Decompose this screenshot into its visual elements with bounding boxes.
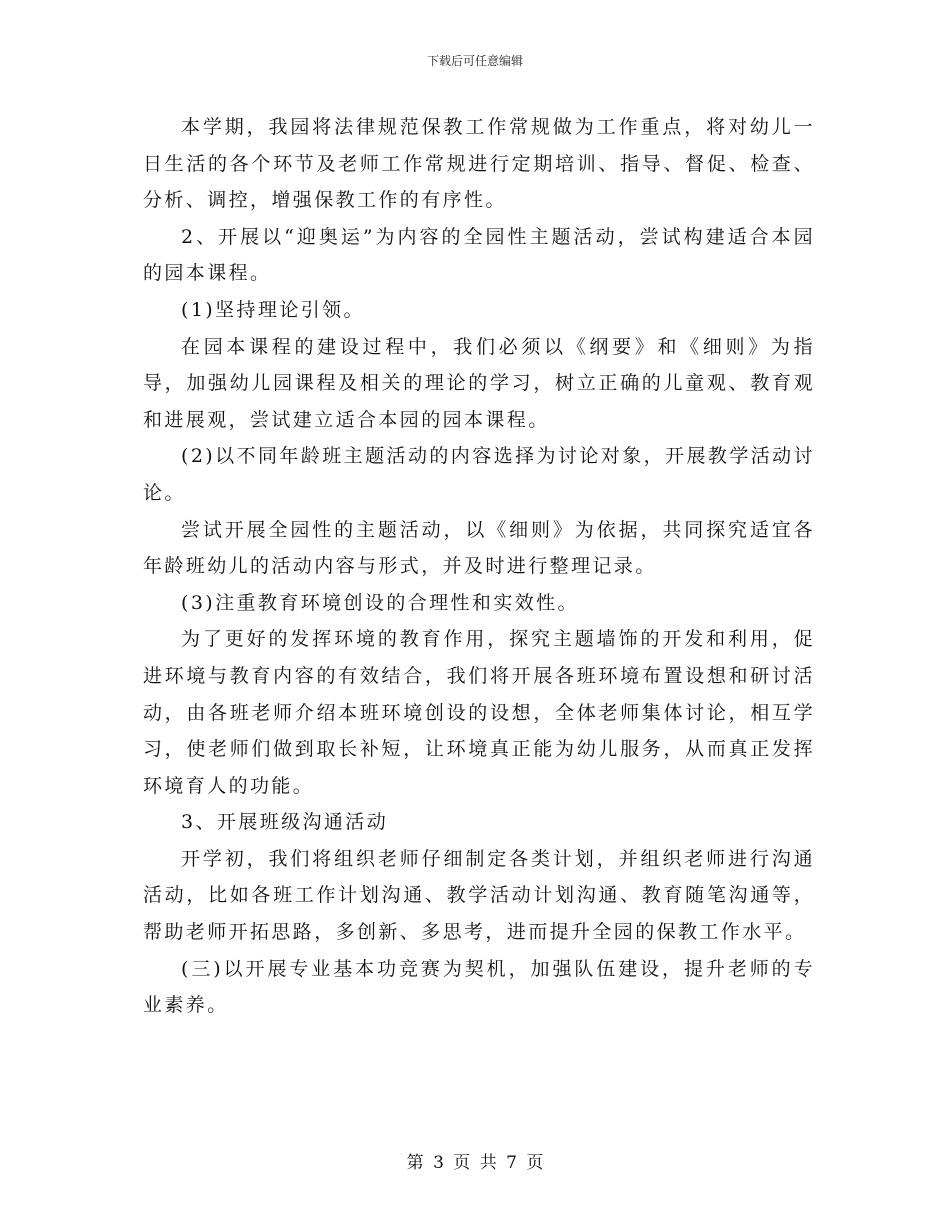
paragraph: 本学期，我园将法律规范保教工作常规做为工作重点，将对幼儿一日生活的各个环节及老师工作常规进行定期培训、指导、督促、检查、分析、调控，增强保教工作的有序性。 xyxy=(143,116,815,212)
paragraph: 开学初，我们将组织老师仔细制定各类计划，并组织老师进行沟通活动，比如各班工作计划沟通、教学活动计划沟通、教育随笔沟通等，帮助老师开拓思路，多创新、多思考，进而提升全园的保教工作水平。 xyxy=(143,847,815,944)
page-header: 下载后可任意编辑 xyxy=(426,54,523,68)
paragraph: 在园本课程的建设过程中，我们必须以《纲要》和《细则》为指导，加强幼儿园课程及相关的理论的学习，树立正确的儿童观、教育观和进展观，尝试建立适合本园的园本课程。 xyxy=(143,335,815,431)
subsection-heading: (2)以不同年龄班主题活动的内容选择为讨论对象，开展教学活动讨论。 xyxy=(143,445,815,504)
page-number: 第 3 页 共 7 页 xyxy=(406,1153,544,1173)
subsection-heading: (1)坚持理论引领。 xyxy=(181,298,365,321)
subsection-heading: (3)注重教育环境创设的合理性和实效性。 xyxy=(181,591,579,614)
paragraph: 为了更好的发挥环境的教育作用，探究主题墙饰的开发和利用，促进环境与教育内容的有效结合，我们将开展各班环境布置设想和研讨活动，由各班老师介绍本班环境创设的设想，全体老师集体讨论，相互学习，使老师们做到取长补短，让环境真正能为幼儿服务，从而真正发挥环境育人的功能。 xyxy=(143,628,815,797)
section-heading: (三)以开展专业基本功竞赛为契机，加强队伍建设，提升老师的专业素养。 xyxy=(143,957,815,1017)
section-heading: 2、开展以“迎奥运”为内容的全园性主题活动，尝试构建适合本园的园本课程。 xyxy=(143,225,815,285)
section-heading: 3、开展班级沟通活动 xyxy=(181,811,389,834)
document-body xyxy=(143,109,815,1024)
paragraph: 尝试开展全园性的主题活动，以《细则》为依据，共同探究适宜各年龄班幼儿的活动内容与形式，并及时进行整理记录。 xyxy=(143,518,815,578)
